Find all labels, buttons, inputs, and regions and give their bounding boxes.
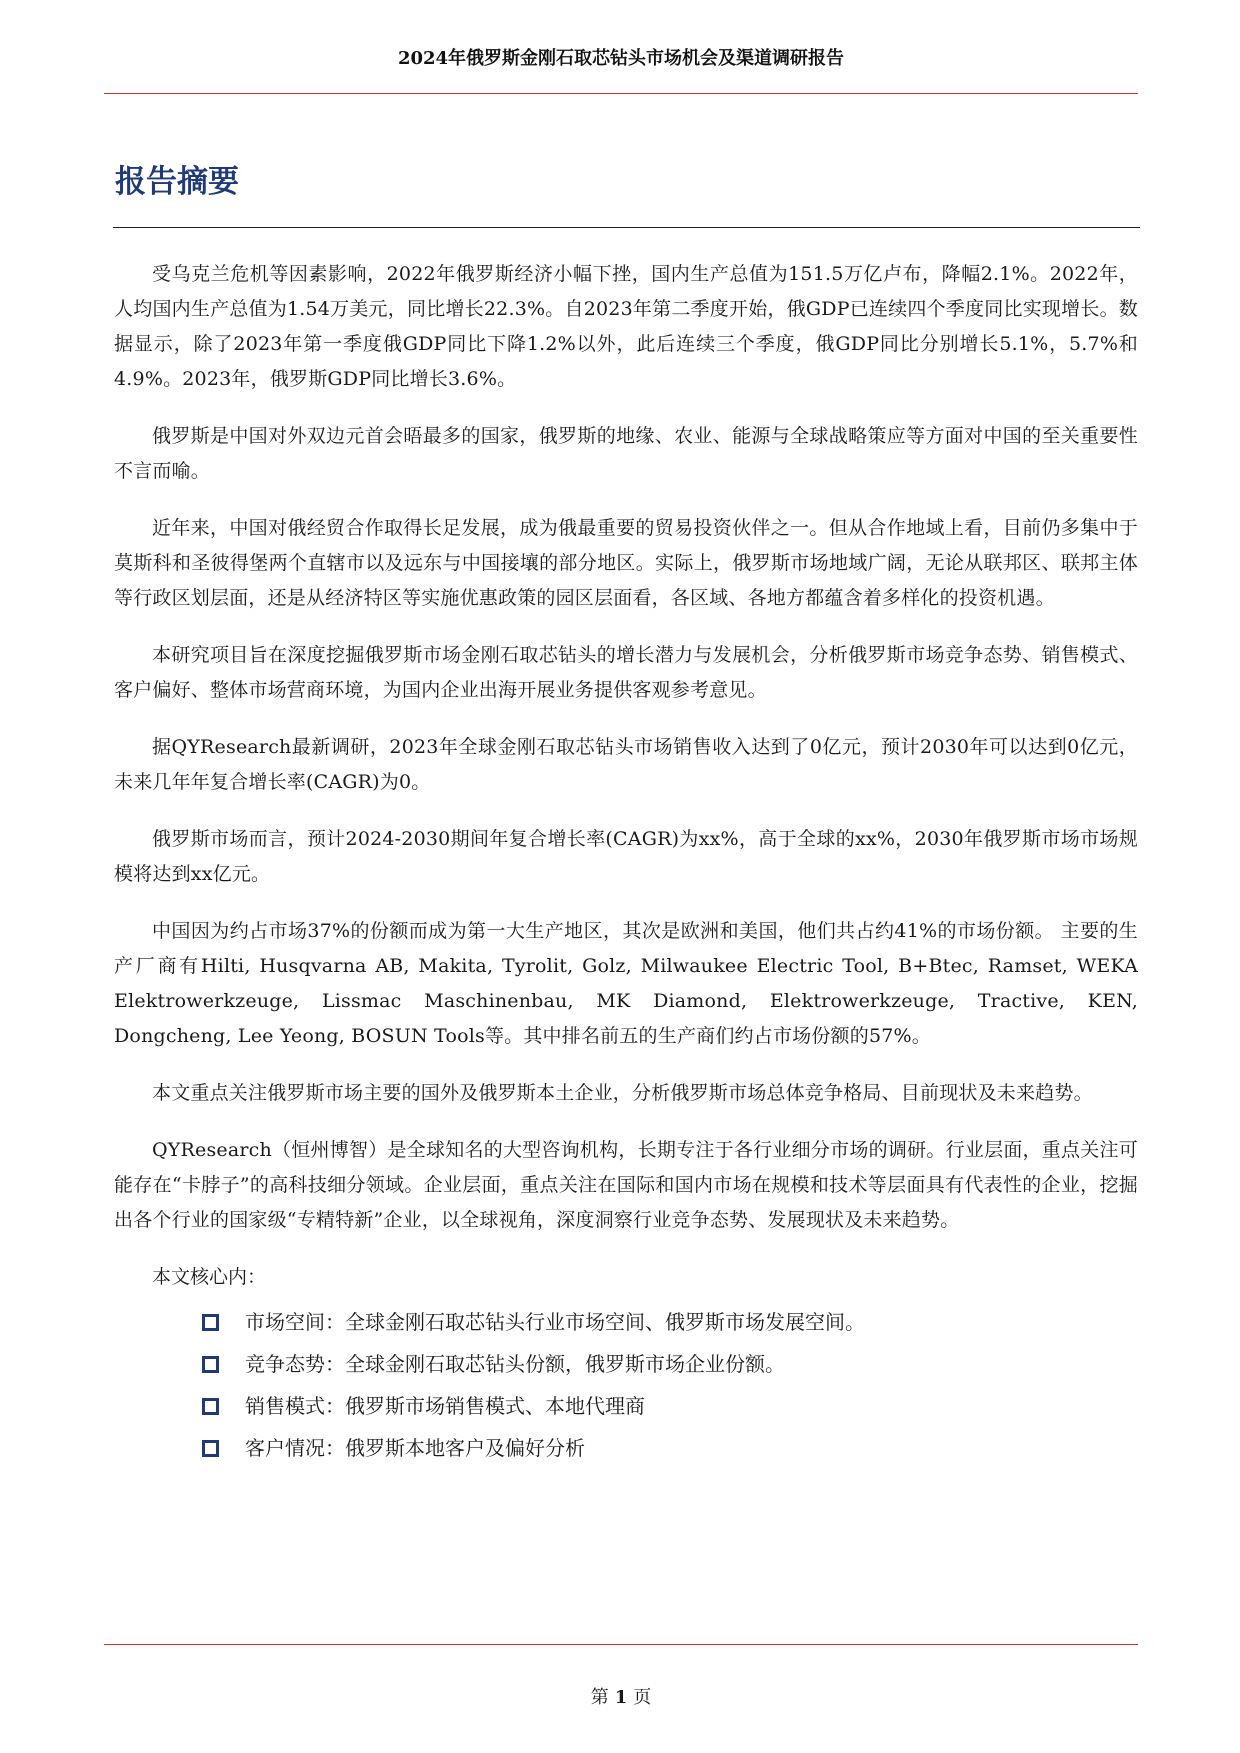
paragraph-russia-market: 俄罗斯市场而言，预计2024-2030期间年复合增长率(CAGR)为xx%，高于全球的xx%，2030年俄罗斯市场市场规模将达到xx亿元。 — [114, 828, 1138, 885]
title-divider — [113, 227, 1140, 228]
square-bullet-icon — [202, 1440, 219, 1457]
page-prefix: 第 — [590, 1687, 609, 1708]
page-number: 1 — [614, 1687, 628, 1708]
page-footer — [104, 1685, 1138, 1711]
list-item — [202, 1427, 1138, 1469]
paragraph-qyresearch: QYResearch（恒州博智）是全球知名的大型咨询机构，长期专注于各行业细分市场的调研。行业层面，重点关注可能存在“卡脖子”的高科技细分领域。企业层面，重点关注在国际和国内市场在规模和技术等层面具有代表性的企业，挖掘出各个行业的国家级“专精特新”企业，以全球视角，深度洞察行业竞争态势、发展现状及未来趋势。 — [114, 1139, 1138, 1231]
section-title: 报告摘要 — [115, 164, 239, 200]
page-suffix: 页 — [633, 1687, 652, 1708]
paragraph-cooperation: 近年来，中国对俄经贸合作取得长足发展，成为俄最重要的贸易投资伙伴之一。但从合作地域上看，目前仍多集中于莫斯科和圣彼得堡两个直辖市以及远东与中国接壤的部分地区。实际上，俄罗斯市场地域广阔，无论从联邦区、联邦主体等行政区划层面，还是从经济特区等实施优惠政策的园区层面看，各区域、各地方都蕴含着多样化的投资机遇。 — [114, 517, 1138, 609]
list-item — [202, 1301, 1138, 1343]
paragraph-economy: 受乌克兰危机等因素影响，2022年俄罗斯经济小幅下挫，国内生产总值为151.5万亿卢布，降幅2.1%。2022年，人均国内生产总值为1.54万美元，同比增长22.3%。自2023年第二季度开始，俄GDP已连续四个季度同比实现增长。数据显示，除了2023年第一季度俄GDP同比下降1.2%以外，此后连续三个季度，俄GDP同比分别增长5.1%，5.7%和4.9%。2023年，俄罗斯GDP同比增长3.6%。 — [114, 263, 1138, 390]
square-bullet-icon — [202, 1314, 219, 1331]
footer-divider — [104, 1644, 1138, 1645]
report-body — [114, 257, 1138, 1469]
list-item-text: 销售模式：俄罗斯市场销售模式、本地代理商 — [245, 1394, 645, 1418]
paragraph-manufacturers: 中国因为约占市场37%的份额而成为第一大生产地区，其次是欧洲和美国，他们共占约41%的市场份额。 主要的生产厂商有Hilti, Husqvarna AB, Makita, Tyrolit, Golz, Milwaukee Electric Tool, B+Btec, Ramset, WEKA Elektrowerkzeuge, Lissmac Maschinenbau, MK Diamond, Elektrowerkzeuge, Tractive, KEN, Dongcheng, Lee Yeong, BOSUN Tools等。其中排名前五的生产商们约占市场份额的57%。 — [114, 920, 1138, 1047]
list-item-text: 客户情况：俄罗斯本地客户及偏好分析 — [245, 1436, 585, 1460]
paragraph-research-goal: 本研究项目旨在深度挖掘俄罗斯市场金刚石取芯钻头的增长潜力与发展机会，分析俄罗斯市场竞争态势、销售模式、客户偏好、整体市场营商环境，为国内企业出海开展业务提供客观参考意见。 — [114, 644, 1138, 701]
core-content-list — [114, 1301, 1138, 1469]
paragraph-importance: 俄罗斯是中国对外双边元首会晤最多的国家，俄罗斯的地缘、农业、能源与全球战略策应等方面对中国的至关重要性不言而喻。 — [114, 425, 1138, 482]
header-divider — [104, 93, 1138, 94]
square-bullet-icon — [202, 1398, 219, 1415]
page-header-title: 2024年俄罗斯金刚石取芯钻头市场机会及渠道调研报告 — [397, 48, 845, 69]
paragraph-global-market: 据QYResearch最新调研，2023年全球金刚石取芯钻头市场销售收入达到了0亿元，预计2030年可以达到0亿元，未来几年年复合增长率(CAGR)为0。 — [114, 736, 1138, 793]
square-bullet-icon — [202, 1356, 219, 1373]
list-item — [202, 1385, 1138, 1427]
list-item-text: 竞争态势：全球金刚石取芯钻头份额，俄罗斯市场企业份额。 — [245, 1352, 785, 1376]
list-item-text: 市场空间：全球金刚石取芯钻头行业市场空间、俄罗斯市场发展空间。 — [245, 1310, 865, 1334]
list-item — [202, 1343, 1138, 1385]
paragraph-focus: 本文重点关注俄罗斯市场主要的国外及俄罗斯本土企业，分析俄罗斯市场总体竞争格局、目前现状及未来趋势。 — [152, 1082, 1093, 1104]
core-content-label: 本文核心内： — [152, 1266, 267, 1288]
